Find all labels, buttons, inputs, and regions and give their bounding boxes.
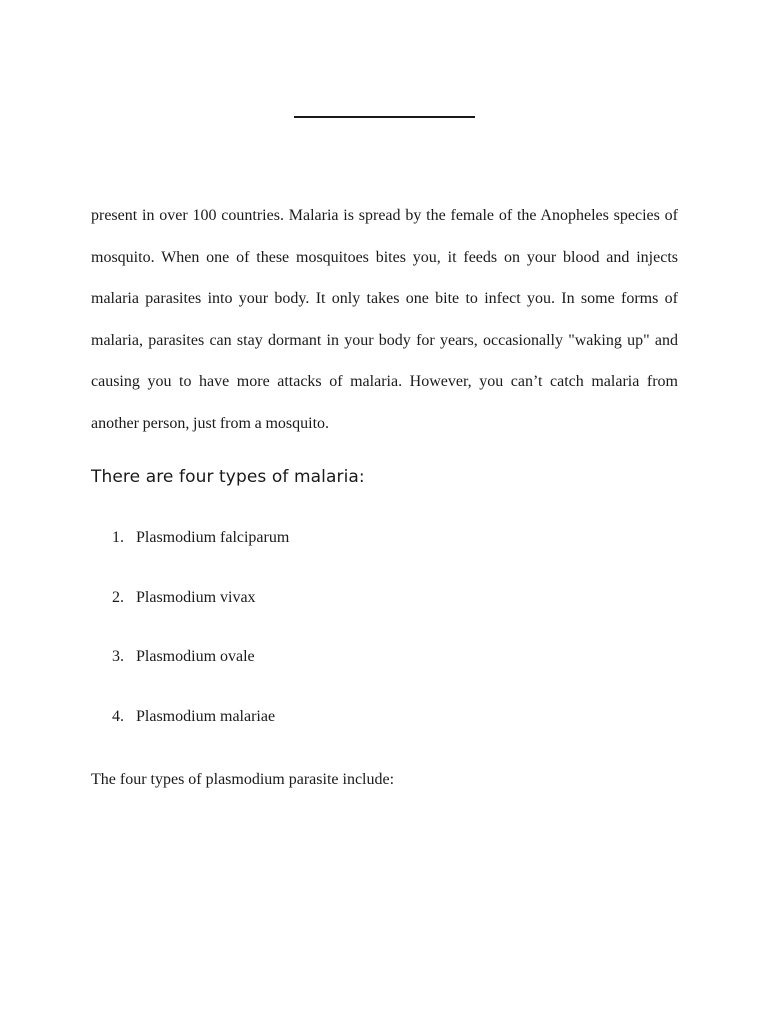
- list-item-number: 3.: [112, 648, 124, 666]
- malaria-types-list: [112, 528, 289, 767]
- title-underline-rule: [294, 116, 475, 118]
- list-item-label: Plasmodium malariae: [136, 708, 276, 726]
- body-paragraph: present in over 100 countries. Malaria is spread by the female of the Anopheles species of mosquito. When one of these mosquitoes bites you, it feeds on your blood and injects malaria parasites into your body. It only takes one bite to infect you. In some forms of malaria, parasites can stay dormant in your body for years, occasionally "waking up" and causing you to have more attacks of malaria. However, you can’t catch malaria from another person, just from a mosquito.: [91, 207, 678, 432]
- list-item: [112, 707, 289, 727]
- closing-sentence: The four types of plasmodium parasite include:: [91, 771, 395, 788]
- list-item-label: Plasmodium falciparum: [136, 529, 290, 546]
- list-item-label: Plasmodium ovale: [136, 648, 255, 666]
- list-item: [112, 588, 289, 608]
- list-item: [112, 528, 289, 548]
- list-item: [112, 647, 289, 667]
- list-item-number: 2.: [112, 588, 124, 606]
- list-item-number: 1.: [112, 529, 124, 546]
- list-item-number: 4.: [112, 708, 124, 726]
- section-heading: There are four types of malaria:: [91, 467, 365, 487]
- list-item-label: Plasmodium vivax: [136, 588, 256, 606]
